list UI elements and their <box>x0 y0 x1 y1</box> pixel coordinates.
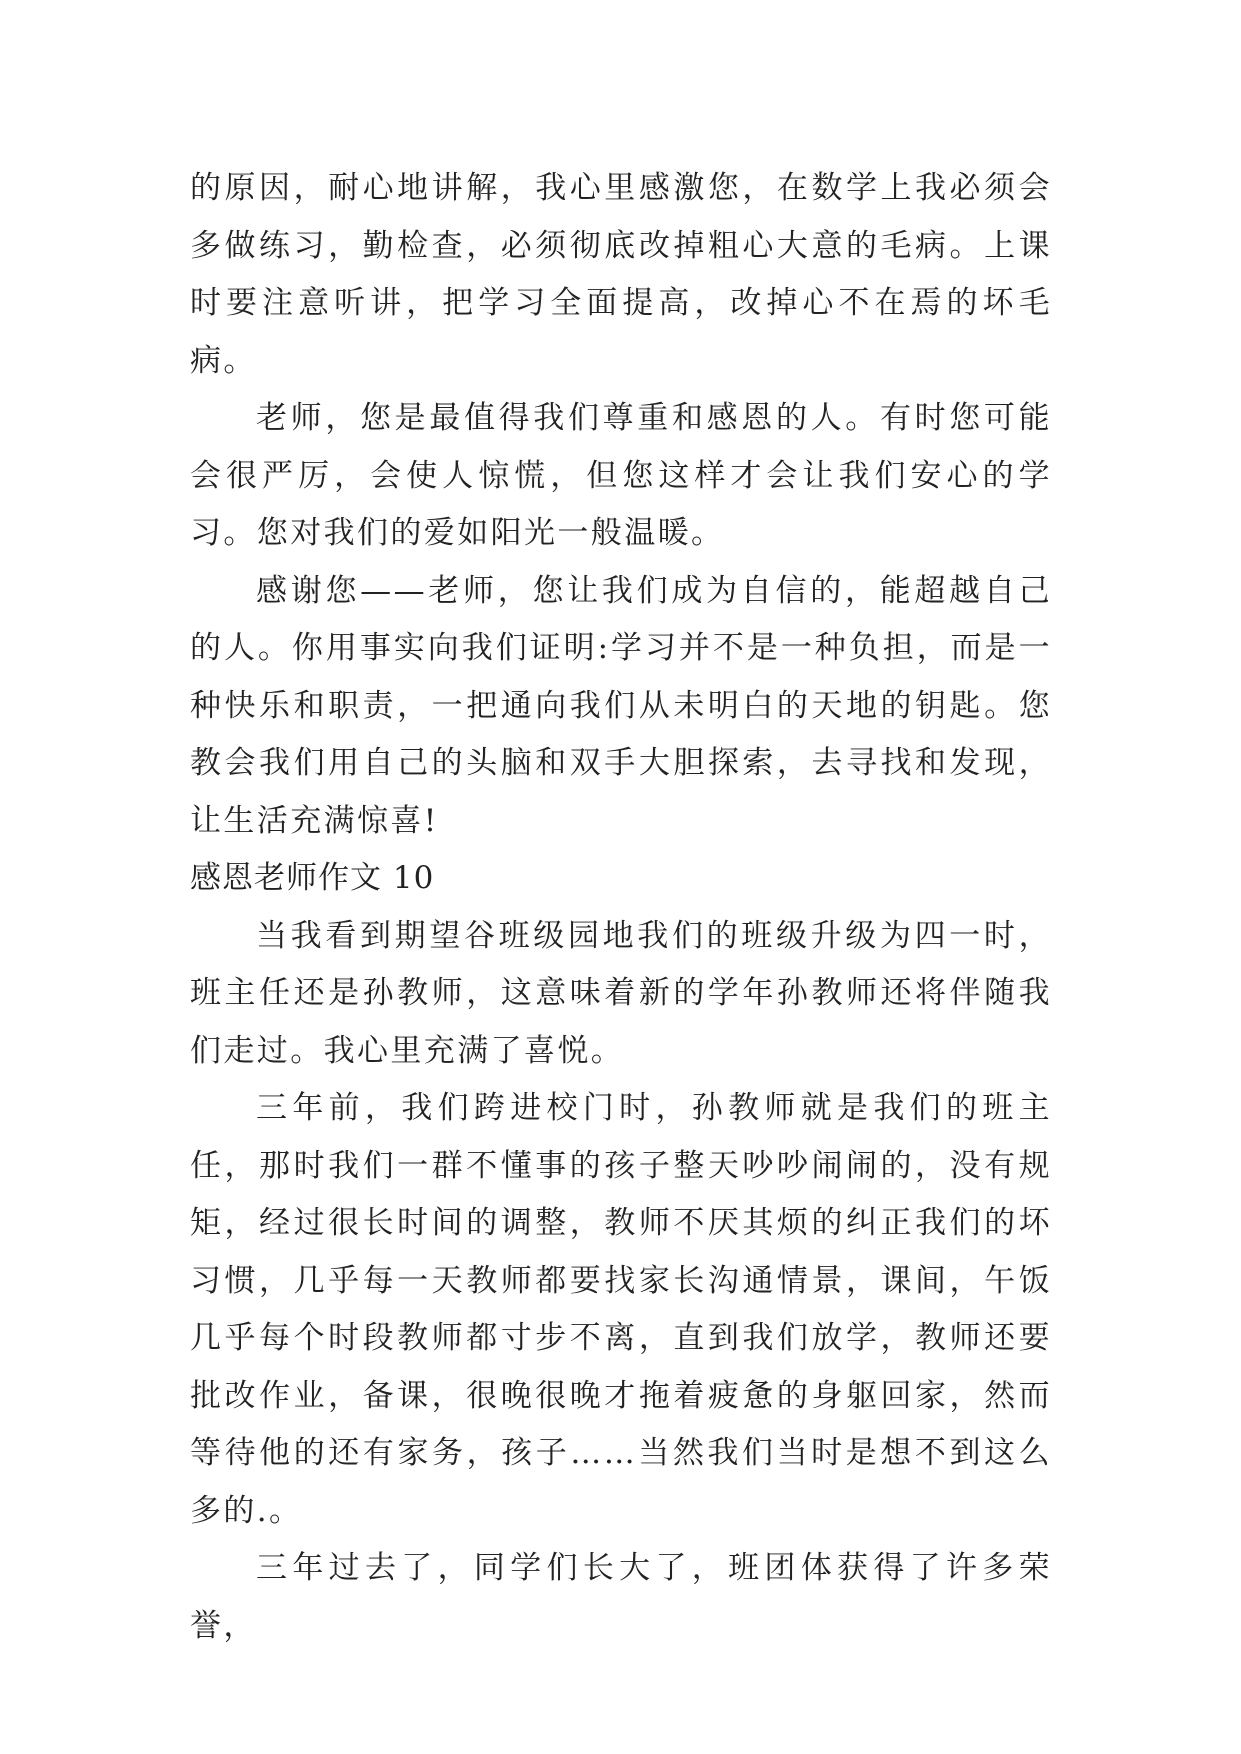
paragraph-5: 三年前，我们跨进校门时，孙教师就是我们的班主任，那时我们一群不懂事的孩子整天吵吵闹闹的，没有规矩，经过很长时间的调整，教师不厌其烦的纠正我们的坏习惯，几乎每一天教师都要找家长沟通情景，课间，午饭几乎每个时段教师都寸步不离，直到我们放学，教师还要批改作业，备课，很晚很晚才拖着疲惫的身躯回家，然而等待他的还有家务，孩子……当然我们当时是想不到这么多的.。 <box>190 1090 1052 1529</box>
document-body <box>190 160 1052 1655</box>
paragraph-6: 三年过去了，同学们长大了，班团体获得了许多荣誉， <box>190 1550 1052 1644</box>
paragraph-3: 感谢您——老师，您让我们成为自信的，能超越自己的人。你用事实向我们证明:学习并不是一种负担，而是一种快乐和职责，一把通向我们从未明白的天地的钥匙。您教会我们用自己的头脑和双手大胆探索，去寻找和发现，让生活充满惊喜! <box>190 572 1052 839</box>
paragraph-1: 的原因，耐心地讲解，我心里感激您，在数学上我必须会多做练习，勤检查，必须彻底改掉粗心大意的毛病。上课时要注意听讲，把学习全面提高，改掉心不在焉的坏毛病。 <box>190 170 1052 379</box>
section-title: 感恩老师作文 10 <box>190 860 435 896</box>
paragraph-2: 老师，您是最值得我们尊重和感恩的人。有时您可能会很严厉，会使人惊慌，但您这样才会让我们安心的学习。您对我们的爱如阳光一般温暖。 <box>190 400 1052 551</box>
paragraph-4: 当我看到期望谷班级园地我们的班级升级为四一时，班主任还是孙教师，这意味着新的学年孙教师还将伴随我们走过。我心里充满了喜悦。 <box>190 917 1052 1069</box>
